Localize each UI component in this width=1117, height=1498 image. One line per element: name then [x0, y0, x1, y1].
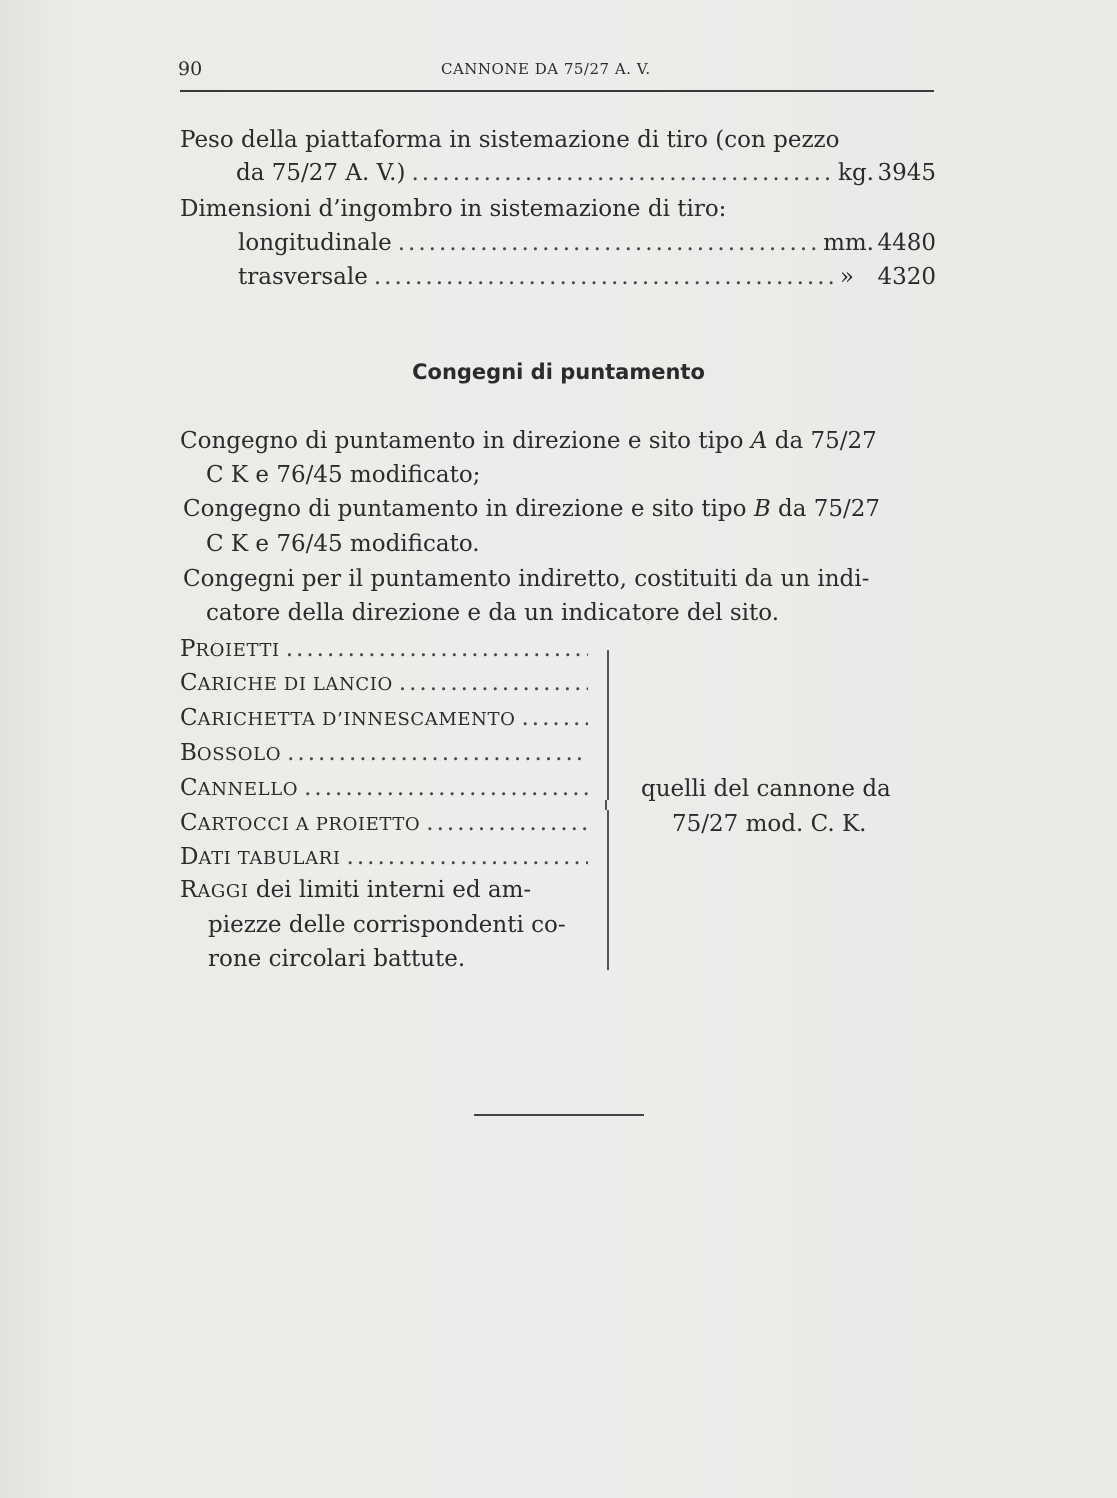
text: Congegno di puntamento in direzione e sito tipo: [183, 496, 754, 522]
list-item-last-line-3: rone circolari battute.: [208, 946, 466, 972]
leader-dots: [374, 262, 834, 292]
item-label: BOSSOLO: [180, 740, 282, 766]
list-item: [180, 773, 588, 805]
transversal-row: [238, 262, 936, 292]
leader-dots: [426, 808, 588, 838]
longitudinal-unit: mm.: [823, 230, 874, 256]
longitudinal-row: [238, 228, 936, 258]
weight-line-1: Peso della piattaforma in sistemazione di tiro (con pezzo: [180, 127, 840, 153]
text: Congegno di puntamento in direzione e sito tipo: [180, 428, 751, 454]
longitudinal-value: 4480: [877, 230, 936, 256]
closing-rule: [474, 1114, 644, 1116]
transversal-label: trasversale: [238, 264, 368, 290]
item-label: CARTOCCI A PROIETTO: [180, 810, 421, 836]
item-label: CARICHETTA D’INNESCAMENTO: [180, 705, 516, 731]
list-item: [180, 634, 588, 666]
paragraph-1-line-2: C K e 76/45 modificato;: [206, 462, 481, 488]
paragraph-2-line-1: [183, 494, 880, 524]
leader-dots: [287, 738, 588, 768]
weight-value: 3945: [877, 160, 936, 186]
transversal-value: 4320: [877, 264, 936, 290]
leader-dots: [398, 228, 817, 258]
type-letter: A: [750, 428, 768, 454]
paragraph-2-line-2: C K e 76/45 modificato.: [206, 531, 480, 557]
running-head: CANNONE DA 75/27 A. V.: [441, 60, 651, 78]
text: da 75/27: [767, 428, 877, 454]
list-item-last-line-1: RAGGI dei limiti interni ed am-: [180, 877, 532, 903]
list-item: [180, 842, 588, 874]
paragraph-1-line-1: [180, 426, 877, 456]
leader-dots: [304, 773, 588, 803]
list-item: [180, 808, 588, 840]
list-item: [180, 668, 588, 700]
header-rule: [180, 90, 934, 92]
longitudinal-label: longitudinale: [238, 230, 392, 256]
leader-dots: [286, 634, 588, 664]
text: da 75/27: [770, 496, 881, 522]
type-letter: B: [753, 496, 771, 522]
page-number: 90: [178, 58, 203, 80]
weight-unit: kg.: [838, 160, 874, 186]
leader-dots: [399, 668, 588, 698]
transversal-unit: »: [839, 264, 854, 290]
dimensions-label: Dimensioni d’ingombro in sistemazione di tiro:: [180, 196, 727, 222]
grouping-brace: [605, 650, 611, 970]
item-label: DATI TABULARI: [180, 844, 341, 870]
weight-label: da 75/27 A. V.): [236, 160, 406, 186]
leader-dots: [347, 842, 588, 872]
paragraph-3-line-1: Congegni per il puntamento indiretto, costituiti da un indi-: [183, 566, 870, 592]
item-label: PROIETTI: [180, 636, 280, 662]
weight-line-2: [236, 158, 936, 188]
list-item-last-line-2: piezze delle corrispondenti co-: [208, 912, 566, 938]
note-line-2: 75/27 mod. C. K.: [672, 811, 867, 837]
item-label: CARICHE DI LANCIO: [180, 670, 393, 696]
leader-dots: [521, 703, 588, 733]
list-item: [180, 703, 588, 735]
paragraph-3-line-2: catore della direzione e da un indicatore del sito.: [206, 600, 780, 626]
note-line-1: quelli del cannone da: [641, 776, 891, 802]
item-label: CANNELLO: [180, 775, 299, 801]
list-item: [180, 738, 588, 770]
leader-dots: [411, 158, 832, 188]
section-title: Congegni di puntamento: [412, 360, 705, 384]
